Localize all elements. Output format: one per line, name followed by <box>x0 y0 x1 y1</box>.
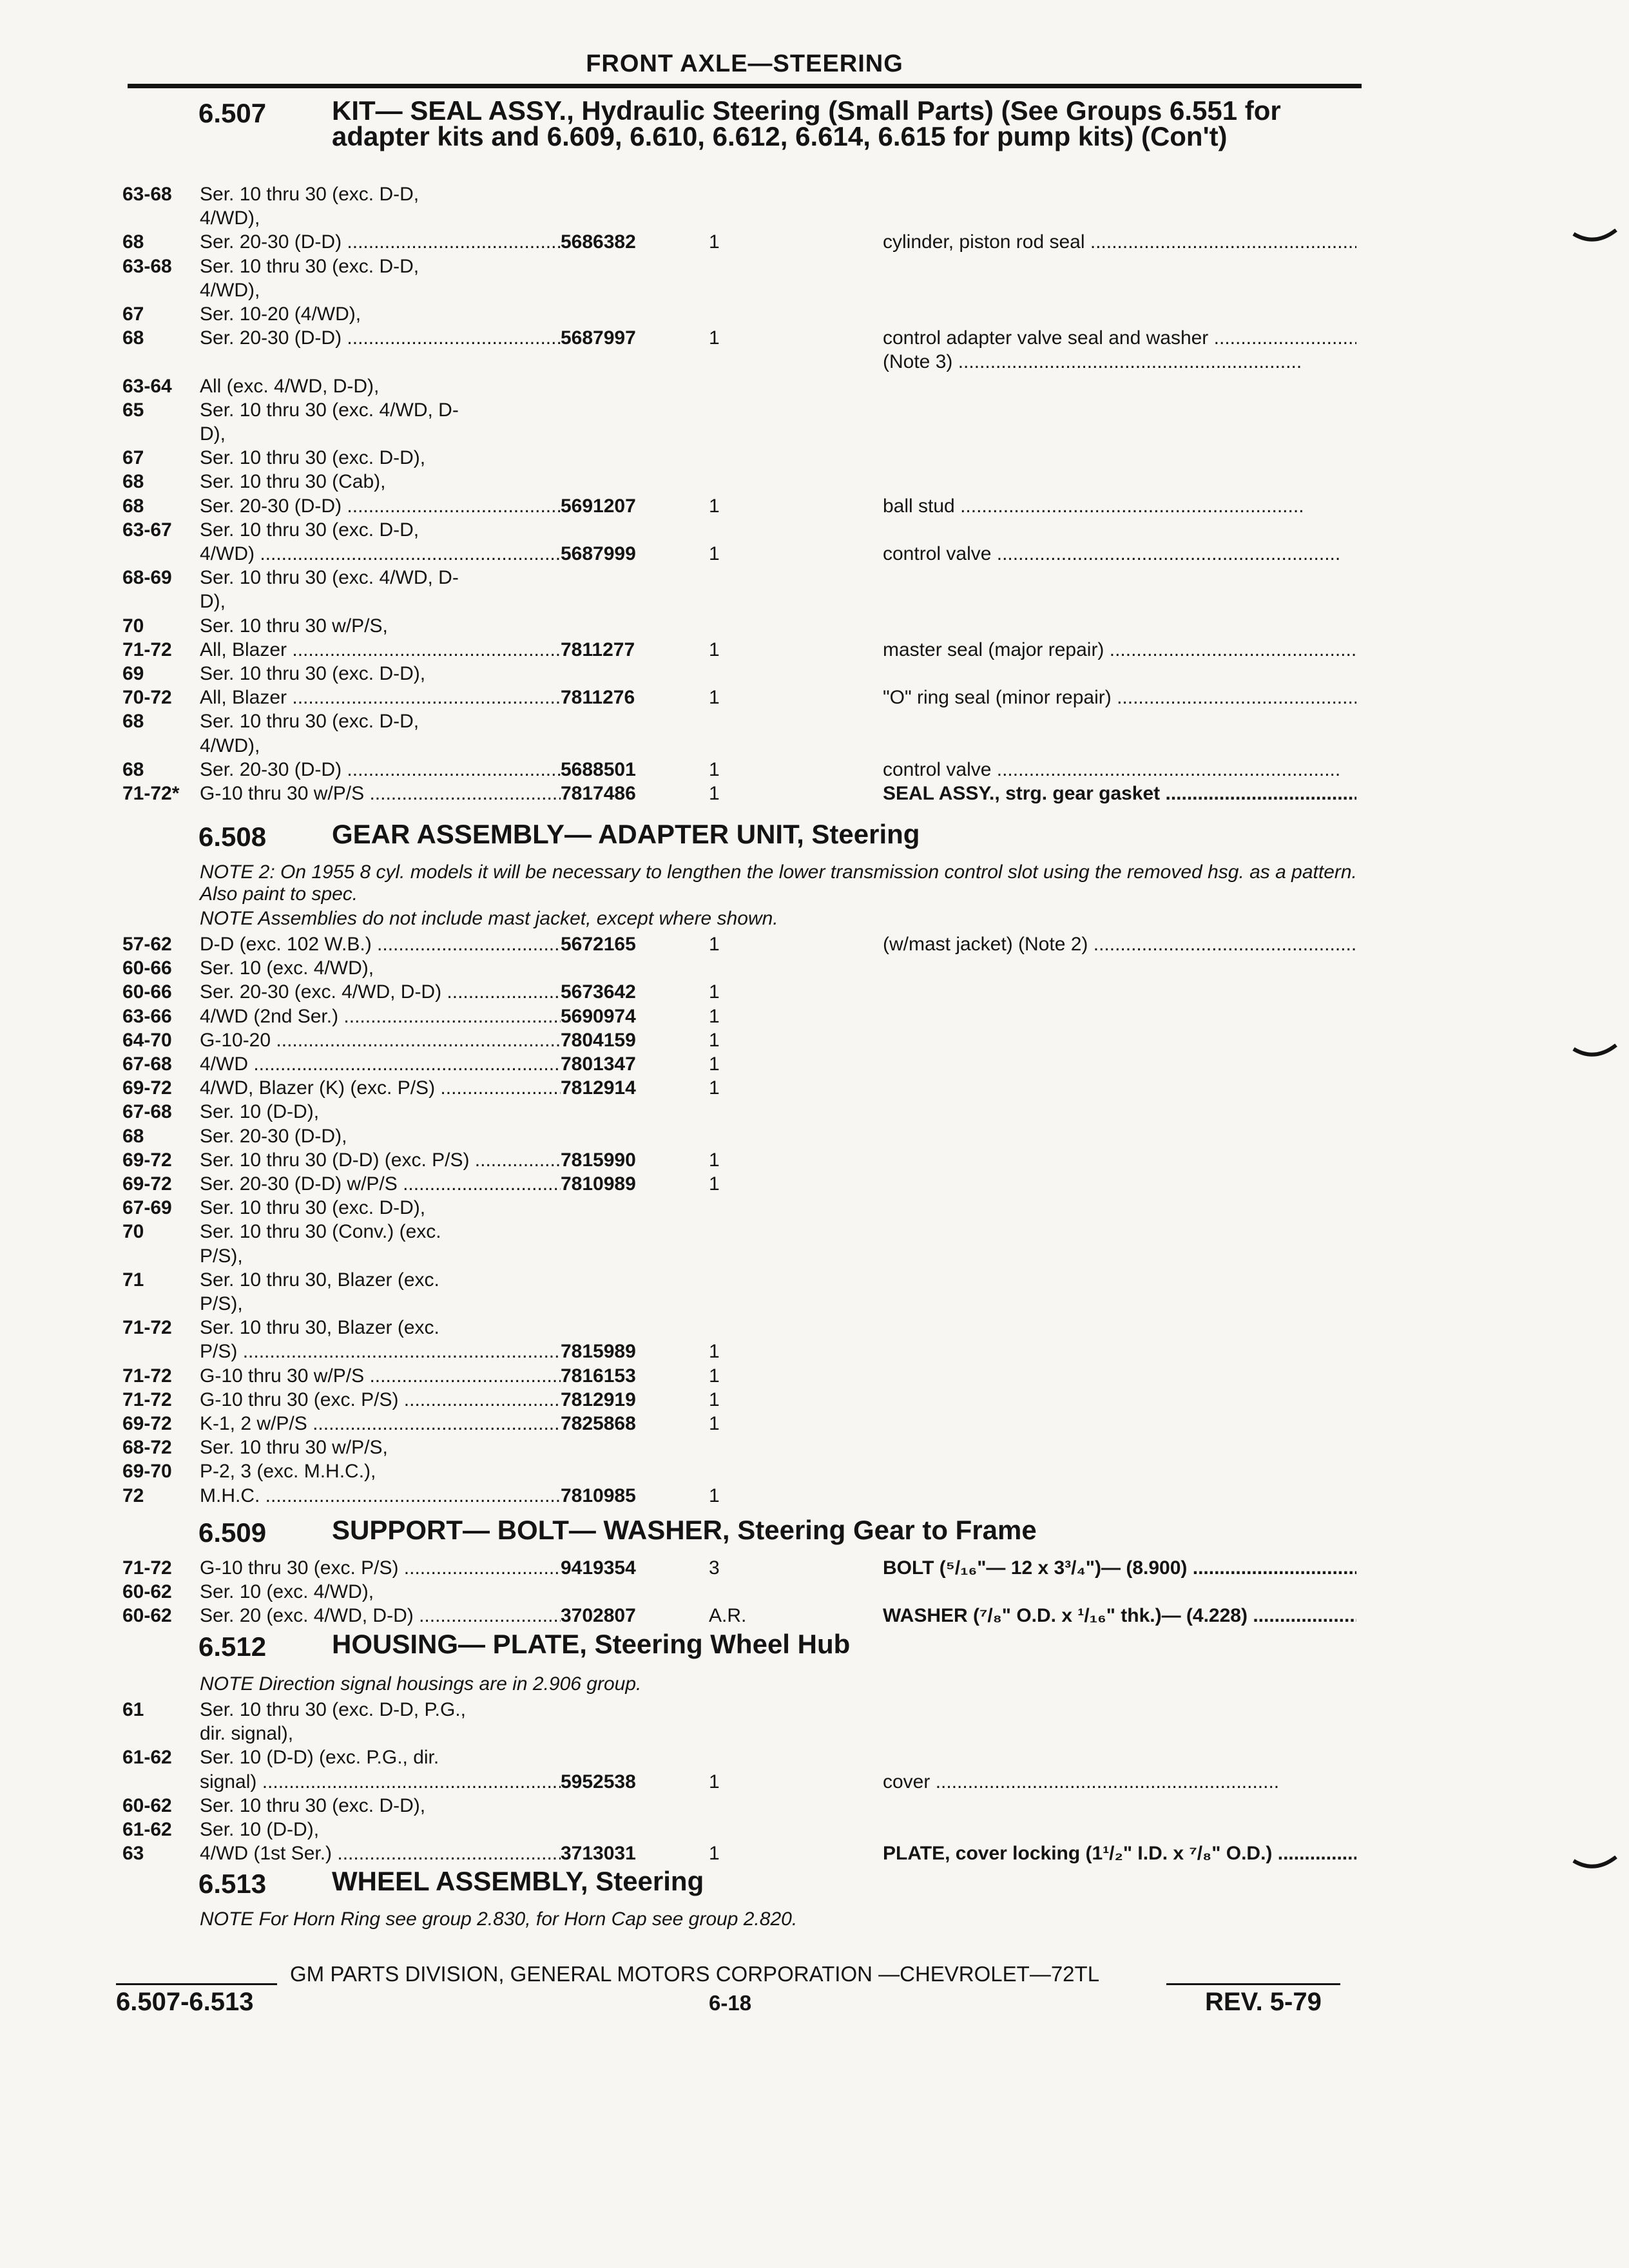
model-application: P/S), <box>200 1245 243 1267</box>
table-row <box>0 374 1629 399</box>
table-row <box>0 446 1629 470</box>
table-row <box>0 1722 1629 1746</box>
model-year: 67 <box>122 303 144 325</box>
quantity: 1 <box>709 981 720 1003</box>
model-application: Ser. 10 thru 30 (exc. D-D), <box>200 1794 426 1816</box>
part-number: 7810985 <box>561 1485 636 1506</box>
model-application: Ser. 10 thru 30 (exc. D-D, <box>200 711 419 733</box>
table-row <box>0 1052 1629 1077</box>
part-number: 5672165 <box>561 934 636 955</box>
model-year: 71-72 <box>122 639 172 660</box>
model-year: 61-62 <box>122 1819 172 1840</box>
model-application: Ser. 10 (exc. 4/WD), <box>200 957 374 979</box>
table-row <box>0 734 1629 758</box>
table-row <box>0 182 1629 207</box>
model-year: 68 <box>122 711 144 733</box>
model-year: 61-62 <box>122 1747 172 1769</box>
model-application: Ser. 10 thru 30 w/P/S, <box>200 1437 388 1459</box>
quantity: A.R. <box>709 1605 747 1627</box>
binder-mark <box>1572 1856 1617 1869</box>
group-title: HOUSING— PLATE, Steering Wheel Hub <box>332 1629 851 1659</box>
group-number: 6.512 <box>198 1631 267 1662</box>
part-description: cylinder, piston rod seal ..... <box>883 230 1356 255</box>
table-row <box>0 1745 1629 1770</box>
model-application: G-10 thru 30 w/P/S ..... <box>200 1364 561 1389</box>
model-year: 63-67 <box>122 519 172 541</box>
model-application: P-2, 3 (exc. M.H.C.), <box>200 1461 376 1483</box>
model-year: 69-72 <box>122 1149 172 1171</box>
model-application: G-10 thru 30 (exc. P/S) ..... <box>200 1388 561 1412</box>
table-row <box>0 1580 1629 1604</box>
model-application: Ser. 20-30 (D-D) ..... <box>200 494 561 519</box>
model-application: G-10-20 ..... <box>200 1028 561 1053</box>
model-application: P/S) ..... <box>200 1340 561 1364</box>
part-number: 7815989 <box>561 1341 636 1363</box>
table-row <box>0 278 1629 303</box>
model-year: 60-66 <box>122 957 172 979</box>
part-number: 5690974 <box>561 1005 636 1027</box>
model-application: Ser. 20-30 (D-D) ..... <box>200 326 561 351</box>
part-number: 7801347 <box>561 1053 636 1075</box>
part-number: 7812919 <box>561 1389 636 1410</box>
page-header: FRONT AXLE—STEERING <box>586 50 903 77</box>
model-application: Ser. 10 thru 30 (exc. 4/WD, D- <box>200 399 459 421</box>
model-year: 63-66 <box>122 1005 172 1027</box>
model-application: Ser. 10 thru 30 (exc. D-D, P.G., <box>200 1699 466 1720</box>
model-application: Ser. 10 thru 30, Blazer (exc. <box>200 1269 439 1291</box>
part-description: master seal (major repair) ..... <box>883 638 1356 662</box>
model-year: 68 <box>122 495 144 517</box>
group-title: SUPPORT— BOLT— WASHER, Steering Gear to Frame <box>332 1515 1037 1545</box>
table-row <box>0 1292 1629 1316</box>
quantity: 1 <box>709 758 720 780</box>
model-application: All (exc. 4/WD, D-D), <box>200 375 380 397</box>
model-application: M.H.C. ..... <box>200 1484 561 1508</box>
part-number: 3702807 <box>561 1605 636 1627</box>
table-row <box>0 470 1629 494</box>
quantity: 1 <box>709 1843 720 1865</box>
model-application: D), <box>200 423 226 445</box>
model-application: Ser. 10 thru 30 (exc. 4/WD, D- <box>200 567 459 589</box>
model-application: All, Blazer ..... <box>200 638 561 662</box>
model-year: 64-70 <box>122 1029 172 1051</box>
model-application: Ser. 20-30 (D-D), <box>200 1125 347 1147</box>
footer-group-range: 6.507-6.513 <box>116 1988 254 2016</box>
table-row <box>0 980 1629 1004</box>
part-description: PLATE, cover locking (1¹/₂" I.D. x ⁷/₈" O.D.) ..... <box>883 1841 1356 1866</box>
model-year: 61 <box>122 1699 144 1720</box>
model-year: 68 <box>122 231 144 253</box>
table-row <box>0 1196 1629 1220</box>
group-number: 6.513 <box>198 1869 267 1899</box>
model-application: dir. signal), <box>200 1723 294 1745</box>
table-row <box>0 1556 1629 1581</box>
model-application: Ser. 10 (exc. 4/WD), <box>200 1581 374 1603</box>
model-year: 60-62 <box>122 1794 172 1816</box>
table-row <box>0 422 1629 447</box>
part-number: 7811277 <box>561 639 635 660</box>
part-description: control valve ..... <box>883 542 1356 566</box>
table-row <box>0 566 1629 590</box>
model-application: Ser. 10 thru 30 (exc. D-D), <box>200 1197 426 1219</box>
model-year: 60-62 <box>122 1581 172 1603</box>
binder-mark <box>1572 229 1617 242</box>
model-application: 4/WD) ..... <box>200 542 561 566</box>
table-row <box>0 398 1629 423</box>
part-description: WASHER (⁷/₈" O.D. x ¹/₁₆" thk.)— (4.228) ..... <box>883 1604 1356 1628</box>
part-number: 7812914 <box>561 1077 636 1099</box>
model-application: Ser. 10 (D-D), <box>200 1819 320 1840</box>
model-year: 63-64 <box>122 375 172 397</box>
group-number: 6.508 <box>198 822 267 852</box>
table-row <box>0 638 1629 662</box>
footer-revision: REV. 5-79 <box>1205 1988 1322 2016</box>
model-year: 68 <box>122 758 144 780</box>
part-number: 7815990 <box>561 1149 636 1171</box>
model-application: Ser. 10 (D-D), <box>200 1101 320 1123</box>
table-row <box>0 255 1629 279</box>
model-application: K-1, 2 w/P/S ..... <box>200 1412 561 1436</box>
table-row <box>0 1244 1629 1269</box>
model-application: 4/WD), <box>200 735 260 756</box>
table-row <box>0 494 1629 519</box>
model-year: 68 <box>122 327 144 349</box>
table-row <box>0 1484 1629 1508</box>
part-description: (Note 3) ..... <box>883 350 1356 374</box>
quantity: 1 <box>709 1389 720 1410</box>
table-row <box>0 1028 1629 1053</box>
quantity: 1 <box>709 1365 720 1387</box>
model-year: 68-72 <box>122 1437 172 1459</box>
part-number: 5688501 <box>561 758 636 780</box>
quantity: 1 <box>709 1485 720 1506</box>
table-row <box>0 1841 1629 1866</box>
model-application: Ser. 10 thru 30, Blazer (exc. <box>200 1317 439 1339</box>
table-row <box>0 1604 1629 1628</box>
part-number: 5687999 <box>561 543 636 564</box>
table-row <box>0 230 1629 255</box>
group-title: GEAR ASSEMBLY— ADAPTER UNIT, Steering <box>332 819 920 849</box>
table-row <box>0 1340 1629 1364</box>
model-year: 67-68 <box>122 1101 172 1123</box>
model-year: 71-72* <box>122 783 180 804</box>
table-row <box>0 1436 1629 1460</box>
part-number: 7816153 <box>561 1365 636 1387</box>
table-row <box>0 518 1629 543</box>
table-row <box>0 932 1629 957</box>
model-application: G-10 thru 30 (exc. P/S) ..... <box>200 1556 561 1581</box>
table-row <box>0 1100 1629 1124</box>
model-year: 71-72 <box>122 1557 172 1579</box>
table-row <box>0 1698 1629 1722</box>
part-description: control adapter valve seal and washer ..... <box>883 326 1356 351</box>
quantity: 1 <box>709 495 720 517</box>
group-title: KIT— SEAL ASSY., Hydraulic Steering (Small Parts) (See Groups 6.551 for adapter kits and 6.609, 6.610, 6.612, 6.614, 6.615 for pump kits) (Con't) <box>332 95 1281 151</box>
table-row <box>0 709 1629 734</box>
table-row <box>0 662 1629 686</box>
group-number: 6.509 <box>198 1517 267 1548</box>
part-number: 7811276 <box>561 687 635 709</box>
model-year: 69-72 <box>122 1077 172 1099</box>
part-description: cover ..... <box>883 1770 1356 1794</box>
model-application: 4/WD, Blazer (K) (exc. P/S) ..... <box>200 1076 561 1100</box>
part-number: 7804159 <box>561 1029 636 1051</box>
model-application: Ser. 10 thru 30 (exc. D-D), <box>200 663 426 684</box>
model-year: 60-66 <box>122 981 172 1003</box>
table-row <box>0 782 1629 806</box>
footer-rule-right <box>1166 1983 1340 1985</box>
model-year: 57-62 <box>122 934 172 955</box>
model-application: Ser. 10 thru 30 (exc. D-D), <box>200 447 426 469</box>
model-year: 71 <box>122 1269 144 1291</box>
model-application: Ser. 10 (D-D) (exc. P.G., dir. <box>200 1747 439 1769</box>
part-description: control valve ..... <box>883 758 1356 782</box>
model-application: Ser. 20 (exc. 4/WD, D-D) ..... <box>200 1604 561 1628</box>
part-number: 5687997 <box>561 327 636 349</box>
table-row <box>0 302 1629 327</box>
model-application: 4/WD ..... <box>200 1052 561 1077</box>
model-year: 67-69 <box>122 1197 172 1219</box>
model-application: Ser. 10 thru 30 (Conv.) (exc. <box>200 1221 441 1243</box>
model-application: Ser. 20-30 (D-D) ..... <box>200 230 561 255</box>
part-description: ball stud ..... <box>883 494 1356 519</box>
table-row <box>0 350 1629 374</box>
quantity: 1 <box>709 327 720 349</box>
table-row <box>0 1412 1629 1436</box>
model-application: 4/WD), <box>200 279 260 301</box>
model-application: Ser. 10 thru 30 (D-D) (exc. P/S) ..... <box>200 1148 561 1173</box>
model-application: Ser. 10 thru 30 (exc. D-D, <box>200 184 419 205</box>
quantity: 1 <box>709 1413 720 1434</box>
part-number: 7817486 <box>561 783 636 804</box>
quantity: 1 <box>709 1053 720 1075</box>
model-year: 67 <box>122 447 144 469</box>
model-year: 70 <box>122 615 144 637</box>
part-description: BOLT (⁵/₁₆"— 12 x 3³/₄")— (8.900) ..... <box>883 1556 1356 1581</box>
table-row <box>0 1364 1629 1389</box>
model-year: 63-68 <box>122 255 172 277</box>
model-year: 69 <box>122 663 144 684</box>
part-description: "O" ring seal (minor repair) ..... <box>883 686 1356 710</box>
model-application: Ser. 10-20 (4/WD), <box>200 303 361 325</box>
table-row <box>0 206 1629 231</box>
table-row <box>0 326 1629 351</box>
model-application: Ser. 20-30 (D-D) w/P/S ..... <box>200 1172 561 1196</box>
model-year: 63-68 <box>122 184 172 205</box>
part-number: 9419354 <box>561 1557 636 1579</box>
model-application: P/S), <box>200 1293 243 1314</box>
part-description: SEAL ASSY., strg. gear gasket ..... <box>883 782 1356 806</box>
model-year: 65 <box>122 399 144 421</box>
quantity: 1 <box>709 1173 720 1195</box>
model-application: Ser. 10 thru 30 (exc. D-D, <box>200 255 419 277</box>
quantity: 1 <box>709 783 720 804</box>
model-application: 4/WD), <box>200 207 260 229</box>
table-row <box>0 1818 1629 1842</box>
model-year: 70-72 <box>122 687 172 709</box>
table-row <box>0 1004 1629 1029</box>
binder-mark <box>1572 1044 1617 1057</box>
quantity: 1 <box>709 1029 720 1051</box>
footer-page-number: 6-18 <box>709 1991 752 2015</box>
part-number: 5691207 <box>561 495 636 517</box>
table-row <box>0 1220 1629 1244</box>
quantity: 1 <box>709 687 720 709</box>
model-year: 69-72 <box>122 1173 172 1195</box>
part-number: 3713031 <box>561 1843 636 1865</box>
quantity: 1 <box>709 1149 720 1171</box>
model-year: 68 <box>122 1125 144 1147</box>
part-description: (w/mast jacket) (Note 2) ..... <box>883 932 1356 957</box>
table-row <box>0 1124 1629 1149</box>
model-year: 72 <box>122 1485 144 1506</box>
quantity: 1 <box>709 231 720 253</box>
table-row <box>0 1172 1629 1196</box>
model-year: 67-68 <box>122 1053 172 1075</box>
quantity: 1 <box>709 543 720 564</box>
group-number: 6.507 <box>198 98 267 128</box>
model-application: signal) ..... <box>200 1770 561 1794</box>
note-direction-signal: NOTE Direction signal housings are in 2.906 group. <box>200 1673 642 1695</box>
footer-rule-left <box>116 1983 277 1985</box>
quantity: 1 <box>709 1341 720 1363</box>
part-number: 7825868 <box>561 1413 636 1434</box>
model-application: D-D (exc. 102 W.B.) ..... <box>200 932 561 957</box>
model-year: 68-69 <box>122 567 172 589</box>
table-row <box>0 1148 1629 1173</box>
quantity: 1 <box>709 1077 720 1099</box>
note-assemblies: NOTE Assemblies do not include mast jacket, except where shown. <box>200 908 778 929</box>
model-year: 71-72 <box>122 1317 172 1339</box>
table-row <box>0 1316 1629 1340</box>
model-application: Ser. 10 thru 30 w/P/S, <box>200 615 388 637</box>
part-number: 5686382 <box>561 231 636 253</box>
model-application: Ser. 10 thru 30 (Cab), <box>200 471 386 493</box>
group-title: WHEEL ASSEMBLY, Steering <box>332 1866 704 1896</box>
model-year: 69-70 <box>122 1461 172 1483</box>
table-row <box>0 686 1629 710</box>
quantity: 3 <box>709 1557 720 1579</box>
table-row <box>0 1268 1629 1293</box>
quantity: 1 <box>709 1005 720 1027</box>
table-row <box>0 590 1629 614</box>
table-row <box>0 1076 1629 1100</box>
table-row <box>0 1459 1629 1484</box>
quantity: 1 <box>709 639 720 660</box>
model-application: Ser. 10 thru 30 (exc. D-D, <box>200 519 419 541</box>
footer-publisher: GM PARTS DIVISION, GENERAL MOTORS CORPORATION —CHEVROLET—72TL <box>290 1962 1100 1986</box>
model-year: 70 <box>122 1221 144 1243</box>
model-year: 71-72 <box>122 1365 172 1387</box>
note-2: NOTE 2: On 1955 8 cyl. models it will be necessary to lengthen the lower transmission control slot using the removed hsg. as a pattern. Also paint to spec. <box>200 861 1357 905</box>
model-year: 71-72 <box>122 1389 172 1410</box>
model-application: Ser. 20-30 (exc. 4/WD, D-D) ..... <box>200 980 561 1004</box>
quantity: 1 <box>709 1771 720 1792</box>
model-year: 68 <box>122 471 144 493</box>
note-horn-ring: NOTE For Horn Ring see group 2.830, for Horn Cap see group 2.820. <box>200 1908 798 1930</box>
table-row <box>0 1794 1629 1818</box>
table-row <box>0 614 1629 639</box>
table-row <box>0 542 1629 566</box>
model-application: All, Blazer ..... <box>200 686 561 710</box>
model-application: 4/WD (2nd Ser.) ..... <box>200 1004 561 1029</box>
table-row <box>0 1388 1629 1412</box>
model-application: D), <box>200 591 226 613</box>
table-row <box>0 956 1629 981</box>
model-year: 69-72 <box>122 1413 172 1434</box>
table-row <box>0 758 1629 782</box>
model-year: 60-62 <box>122 1605 172 1627</box>
model-year: 63 <box>122 1843 144 1865</box>
part-number: 7810989 <box>561 1173 636 1195</box>
part-number: 5952538 <box>561 1771 636 1792</box>
model-application: Ser. 20-30 (D-D) ..... <box>200 758 561 782</box>
quantity: 1 <box>709 934 720 955</box>
model-application: G-10 thru 30 w/P/S ..... <box>200 782 561 806</box>
model-application: 4/WD (1st Ser.) ..... <box>200 1841 561 1866</box>
table-row <box>0 1770 1629 1794</box>
part-number: 5673642 <box>561 981 636 1003</box>
